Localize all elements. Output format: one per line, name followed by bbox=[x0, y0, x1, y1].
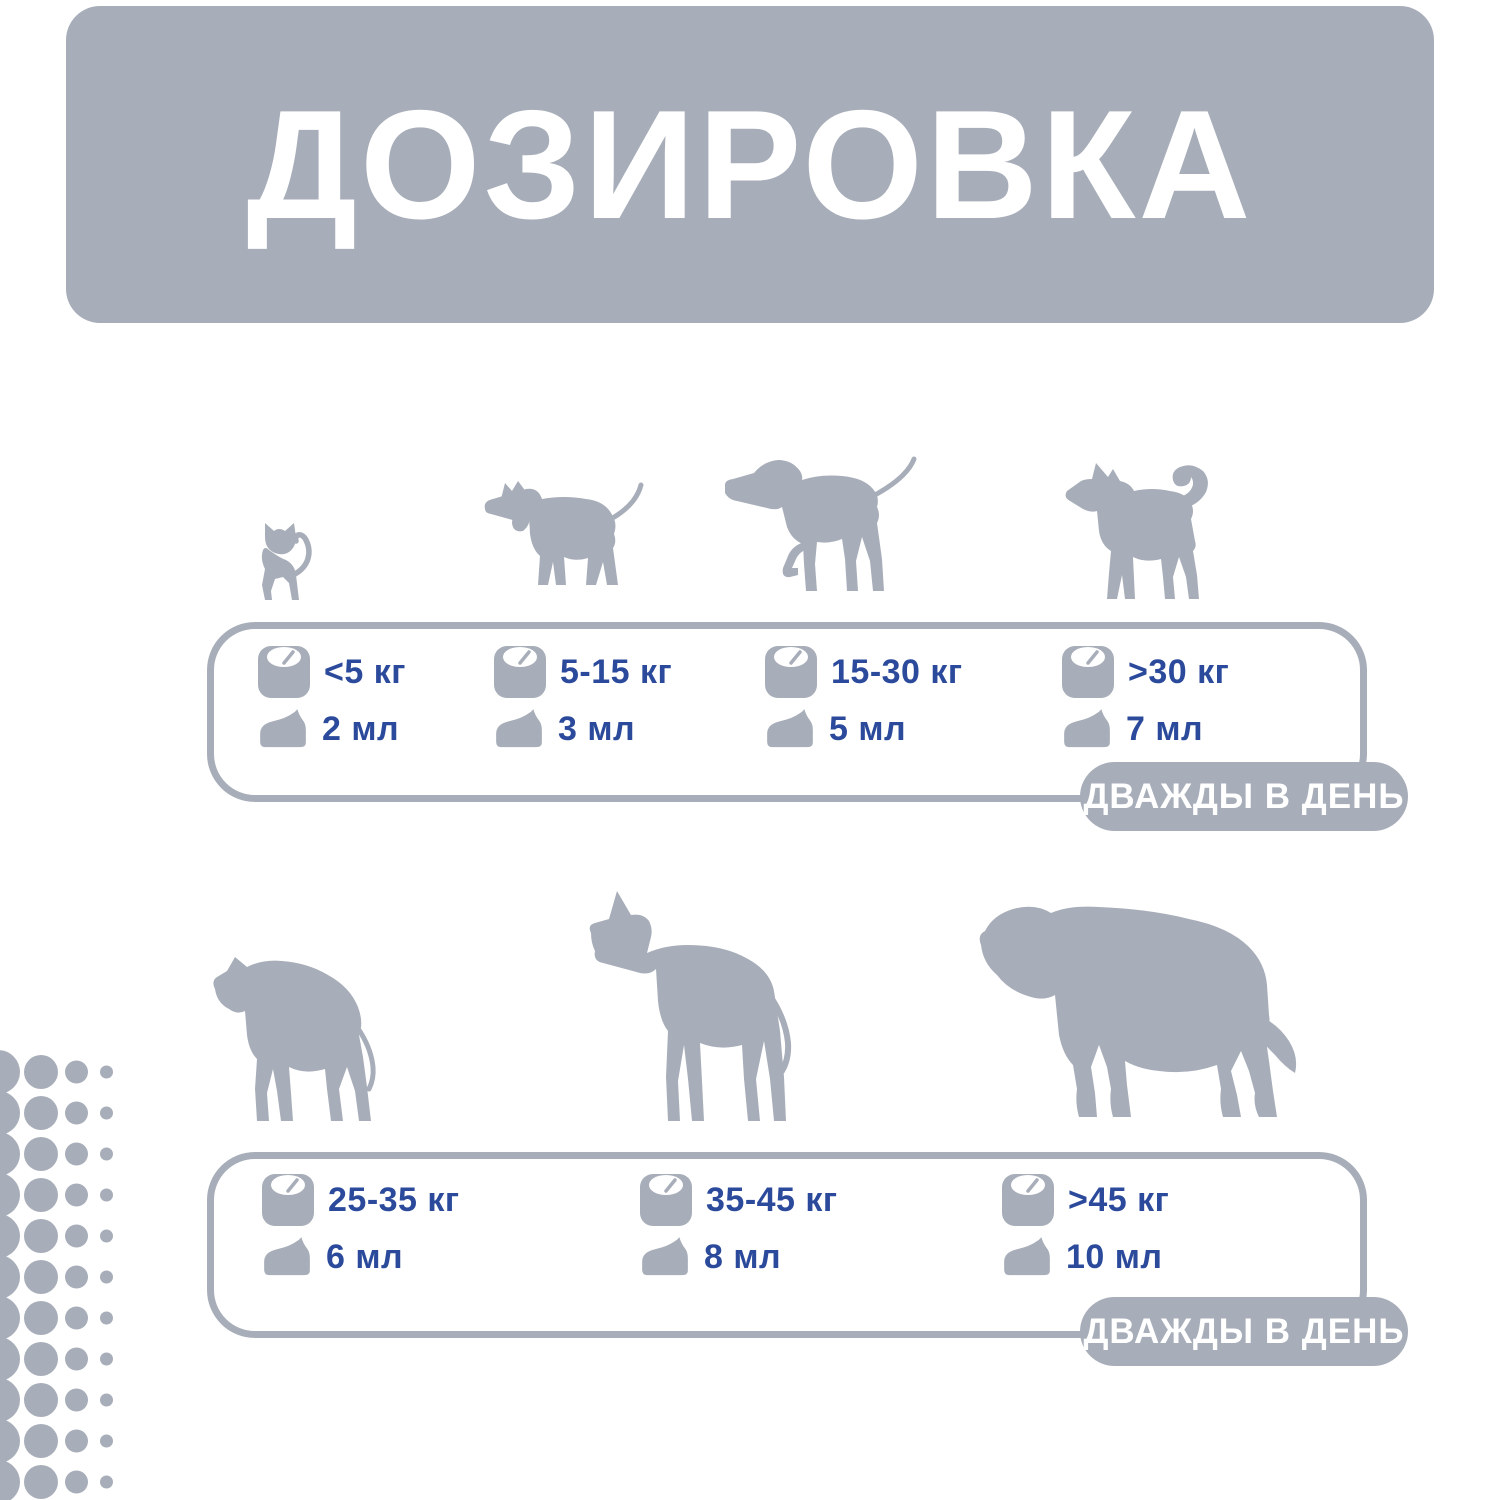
weight-scale-icon bbox=[1062, 646, 1114, 698]
dose-value: 5 мл bbox=[829, 710, 907, 748]
weight-scale-icon bbox=[258, 646, 310, 698]
weight-value: >45 кг bbox=[1068, 1181, 1170, 1219]
weight-value: >30 кг bbox=[1128, 653, 1230, 691]
dose-value: 10 мл bbox=[1066, 1238, 1163, 1276]
dose-value: 6 мл bbox=[326, 1238, 404, 1276]
husky-silhouette-icon bbox=[1056, 452, 1233, 604]
header-banner bbox=[66, 6, 1434, 323]
weight-value: 25-35 кг bbox=[328, 1181, 460, 1219]
dose-item bbox=[765, 646, 963, 750]
dose-liquid-icon bbox=[258, 709, 308, 749]
weight-value: <5 кг bbox=[324, 653, 406, 691]
weight-scale-icon bbox=[1002, 1174, 1054, 1226]
dose-item bbox=[640, 1174, 838, 1278]
weight-value: 15-30 кг bbox=[831, 653, 963, 691]
dose-liquid-icon bbox=[1062, 709, 1112, 749]
dose-value: 2 мл bbox=[322, 710, 400, 748]
dose-liquid-icon bbox=[1002, 1237, 1052, 1277]
pointer-silhouette-icon bbox=[720, 452, 932, 603]
pitbull-silhouette-icon bbox=[206, 928, 438, 1129]
dose-item bbox=[494, 646, 672, 750]
cat-silhouette-icon bbox=[250, 512, 332, 604]
weight-value: 5-15 кг bbox=[560, 653, 673, 691]
frequency-badge: ДВАЖДЫ В ДЕНЬ bbox=[1080, 762, 1408, 831]
weight-scale-icon bbox=[494, 646, 546, 698]
weight-scale-icon bbox=[765, 646, 817, 698]
dose-item bbox=[1002, 1174, 1169, 1278]
weight-value: 35-45 кг bbox=[706, 1181, 838, 1219]
dose-item bbox=[1062, 646, 1229, 750]
frequency-badge: ДВАЖДЫ В ДЕНЬ bbox=[1080, 1297, 1408, 1366]
dose-value: 8 мл bbox=[704, 1238, 782, 1276]
dose-liquid-icon bbox=[262, 1237, 312, 1277]
dots-pattern bbox=[0, 1040, 130, 1500]
dose-liquid-icon bbox=[494, 709, 544, 749]
great-dane-silhouette-icon bbox=[584, 882, 866, 1129]
dose-liquid-icon bbox=[640, 1237, 690, 1277]
dose-liquid-icon bbox=[765, 709, 815, 749]
schnauzer-silhouette-icon bbox=[476, 474, 652, 605]
dose-item bbox=[258, 646, 406, 750]
dose-value: 7 мл bbox=[1126, 710, 1204, 748]
dose-value: 3 мл bbox=[558, 710, 636, 748]
dose-item bbox=[262, 1174, 460, 1278]
newfoundland-silhouette-icon bbox=[970, 876, 1322, 1128]
page-title: ДОЗИРОВКА bbox=[246, 77, 1254, 251]
weight-scale-icon bbox=[262, 1174, 314, 1226]
weight-scale-icon bbox=[640, 1174, 692, 1226]
